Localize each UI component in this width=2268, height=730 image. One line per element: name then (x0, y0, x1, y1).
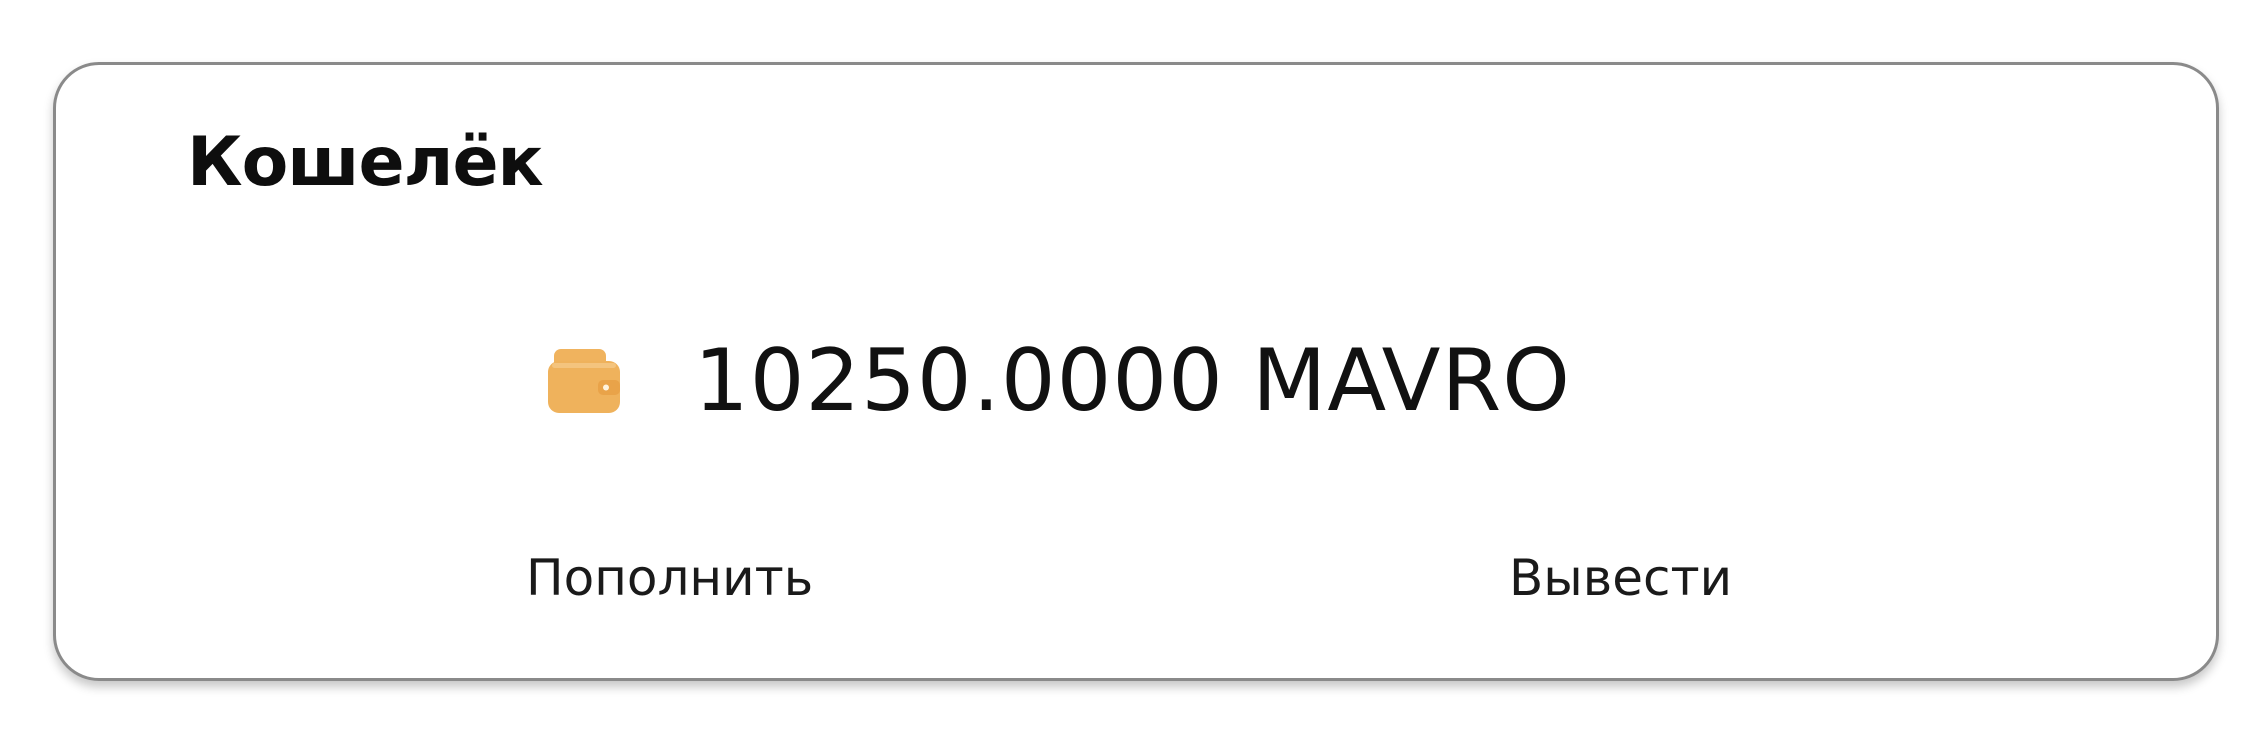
balance-row (546, 331, 1571, 431)
wallet-icon (546, 347, 622, 415)
deposit-button[interactable]: Пополнить (526, 543, 813, 613)
withdraw-button[interactable]: Вывести (1509, 543, 1732, 613)
card-title: Кошелёк (187, 123, 543, 202)
wallet-card (53, 62, 2219, 681)
wallet-actions (56, 543, 2216, 613)
balance-amount: 10250.0000 MAVRO (694, 331, 1571, 431)
